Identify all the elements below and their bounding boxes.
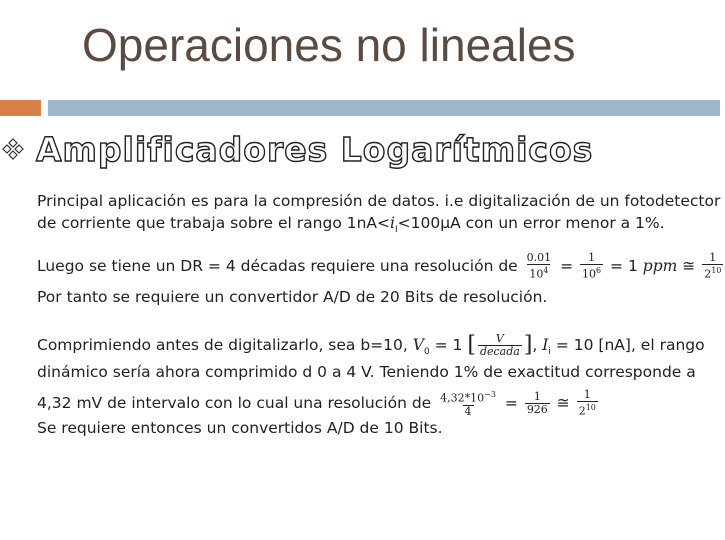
- equals-3: =: [504, 393, 518, 412]
- unit-fraction: [478, 333, 522, 358]
- current-subscript: I: [394, 225, 398, 236]
- fraction-6-den-exp: 10: [585, 403, 596, 412]
- bracket-open: [: [467, 332, 476, 358]
- current-symbol: i: [390, 214, 395, 232]
- fraction-4-num-base: 4,32*10: [440, 391, 485, 405]
- fraction-6: [577, 389, 598, 418]
- equals-1: =: [560, 256, 574, 275]
- para3-line4: Se requiere entonces un convertidos A/D de 10 Bits.: [37, 419, 443, 437]
- section-heading: Amplificadores Logarítmicos: [36, 130, 594, 169]
- fraction-3-den: [702, 264, 723, 281]
- fraction-6-den: [577, 401, 598, 418]
- fraction-5-den: 926: [526, 402, 548, 416]
- accent-bar-blue: [48, 100, 720, 116]
- v0-subscript: 0: [423, 347, 430, 358]
- fraction-1-den-exp: 4: [543, 266, 549, 275]
- slide-title: Operaciones no lineales: [82, 19, 576, 71]
- unit-fraction-num: V: [495, 332, 504, 345]
- equals-2: = 1: [610, 256, 638, 275]
- para3-line1-text-b: , el rango: [630, 336, 705, 354]
- fraction-2-num: 1: [588, 251, 596, 264]
- fraction-1: [525, 252, 554, 281]
- fraction-2-den-base: 10: [582, 267, 597, 281]
- para3-line2: dinámico sería ahora comprimido d 0 a 4 V. Teniendo 1% de exactitud corresponde a: [37, 363, 696, 381]
- unit-fraction-den: decada: [479, 345, 520, 358]
- fraction-3-den-base: 2: [704, 267, 712, 281]
- fraction-2: [580, 252, 603, 281]
- fraction-6-num: 1: [583, 388, 591, 401]
- para1-line2-text-b: <100μA con un error menor a 1%.: [397, 214, 665, 232]
- il-subscript: i: [548, 347, 551, 358]
- fraction-3: [702, 252, 723, 281]
- para3-line3-text: 4,32 mV de intervalo con lo cual una resolución de: [37, 393, 432, 412]
- fraction-4-num-exp: −3: [484, 390, 496, 399]
- fraction-4: [438, 389, 498, 418]
- v0-symbol: V: [412, 336, 424, 354]
- fraction-3-num: 1: [709, 251, 717, 264]
- ppm-unit: ppm: [642, 256, 678, 275]
- bracket-close: ]: [523, 332, 533, 358]
- para3-line1: Comprimiendo antes de digitalizarlo, sea b=10, $V_0 = 1$ [ $\frac{V}{\text{decada}}$ ], $I_i = 10$ [nA], el rango: [37, 332, 705, 358]
- fraction-6-den-base: 2: [578, 404, 586, 418]
- fraction-1-den: [527, 264, 550, 281]
- il-value: = 10 [nA]: [555, 336, 631, 354]
- v0-value: = 1: [434, 336, 463, 354]
- fraction-1-den-base: 10: [529, 267, 544, 281]
- diamond-bullet-icon: [2, 138, 24, 160]
- fraction-3-den-exp: 10: [711, 266, 722, 275]
- approx-2: ≅: [556, 393, 570, 412]
- approx-1: ≅: [682, 256, 696, 275]
- fraction-4-num: [438, 389, 498, 405]
- para1-line1: Principal aplicación es para la compresión de datos. i.e digitalización de un fotodetector: [37, 192, 721, 210]
- para3-line3: [37, 389, 600, 418]
- fraction-2-den: [580, 264, 603, 281]
- il-symbol: I: [542, 336, 549, 354]
- accent-bar-orange: [0, 100, 41, 116]
- para2-line1: [37, 252, 725, 281]
- para2-line1-text: Luego se tiene un DR = 4 décadas requiere una resolución de: [37, 256, 518, 275]
- fraction-5-num: 1: [533, 389, 541, 403]
- fraction-1-num: 0.01: [526, 251, 552, 264]
- para1-line2: [37, 212, 665, 241]
- fraction-4-den: 4: [464, 404, 472, 418]
- fraction-5: [525, 391, 550, 416]
- fraction-2-den-exp: 6: [596, 266, 602, 275]
- para2-line2: Por tanto se requiere un convertidor A/D de 20 Bits de resolución.: [37, 288, 548, 306]
- para1-line2-text-a: de corriente que trabaja sobre el rango 1nA<: [37, 214, 391, 232]
- para3-line1-text-a: Comprimiendo antes de digitalizarlo, sea b=10,: [37, 336, 408, 354]
